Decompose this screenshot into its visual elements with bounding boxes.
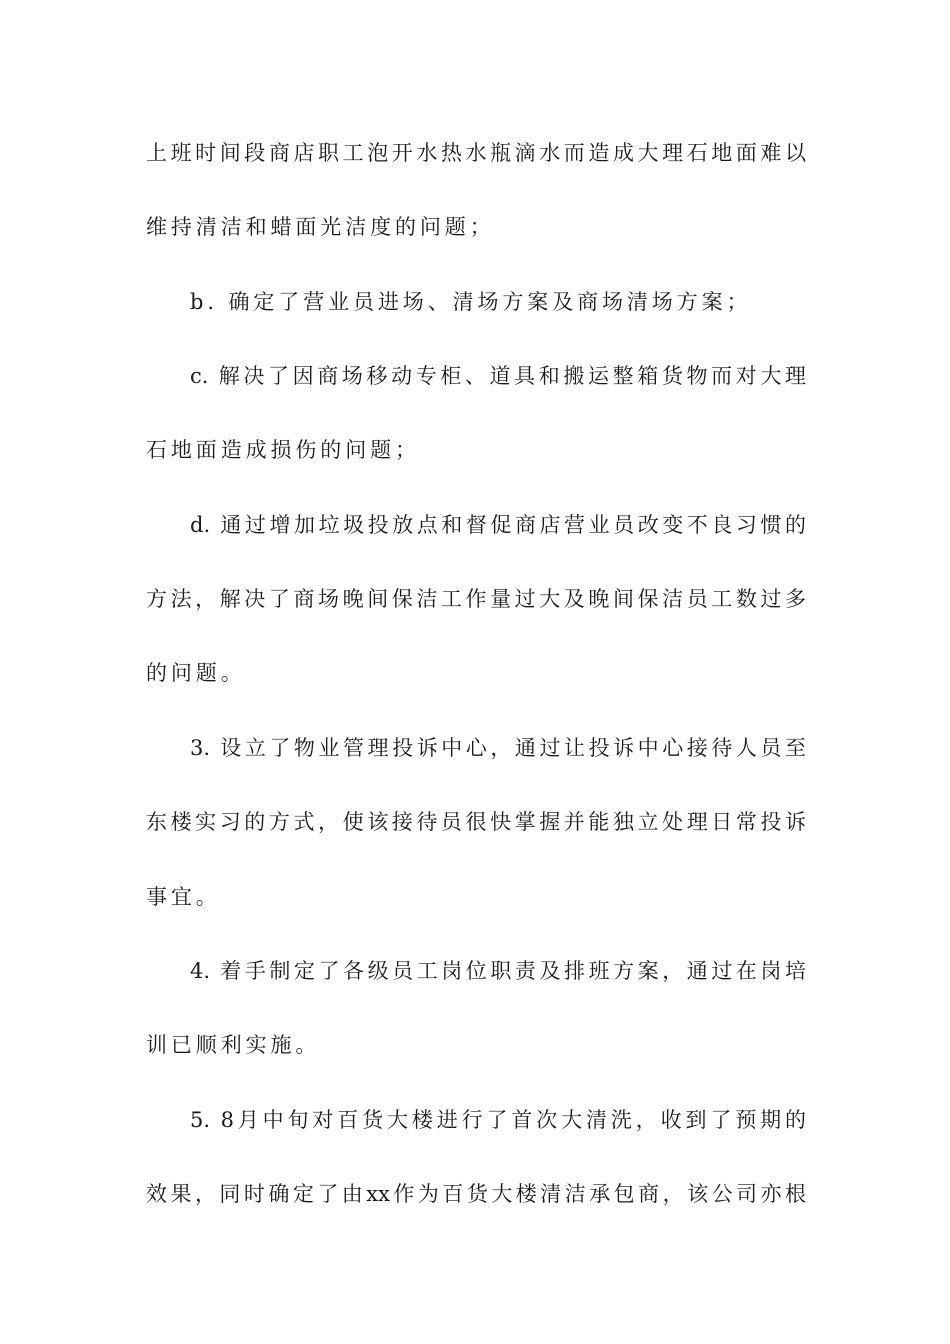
paragraph-line: 上班时间段商店职工泡开水热水瓶滴水而造成大理石地面难以 bbox=[146, 141, 806, 165]
list-item-4: 4. 着手制定了各级员工岗位职责及排班方案，通过在岗培 bbox=[190, 959, 806, 983]
list-item-5: 5. 8月中旬对百货大楼进行了首次大清洗，收到了预期的 bbox=[190, 1108, 806, 1132]
paragraph-line: 东楼实习的方式，使该接待员很快掌握并能独立处理日常投诉 bbox=[146, 810, 806, 834]
list-item-3: 3. 设立了物业管理投诉中心，通过让投诉中心接待人员至 bbox=[190, 736, 806, 760]
list-item-b: b. 确定了营业员进场、清场方案及商场清场方案； bbox=[190, 290, 752, 314]
paragraph-line: 效果，同时确定了由xx作为百货大楼清洁承包商，该公司亦根 bbox=[146, 1182, 806, 1206]
paragraph-line: 训已顺利实施。 bbox=[146, 1033, 321, 1057]
paragraph-line: 石地面造成损伤的问题； bbox=[146, 438, 420, 462]
paragraph-line: 方法，解决了商场晚间保洁工作量过大及晚间保洁员工数过多 bbox=[146, 587, 806, 611]
paragraph-line: 的问题。 bbox=[146, 661, 246, 685]
paragraph-line: 事宜。 bbox=[146, 885, 221, 909]
paragraph-line: 维持清洁和蜡面光洁度的问题； bbox=[146, 215, 495, 239]
list-item-d: d. 通过增加垃圾投放点和督促商店营业员改变不良习惯的 bbox=[190, 513, 806, 537]
list-item-c: c. 解决了因商场移动专柜、道具和搬运整箱货物而对大理 bbox=[190, 364, 806, 388]
